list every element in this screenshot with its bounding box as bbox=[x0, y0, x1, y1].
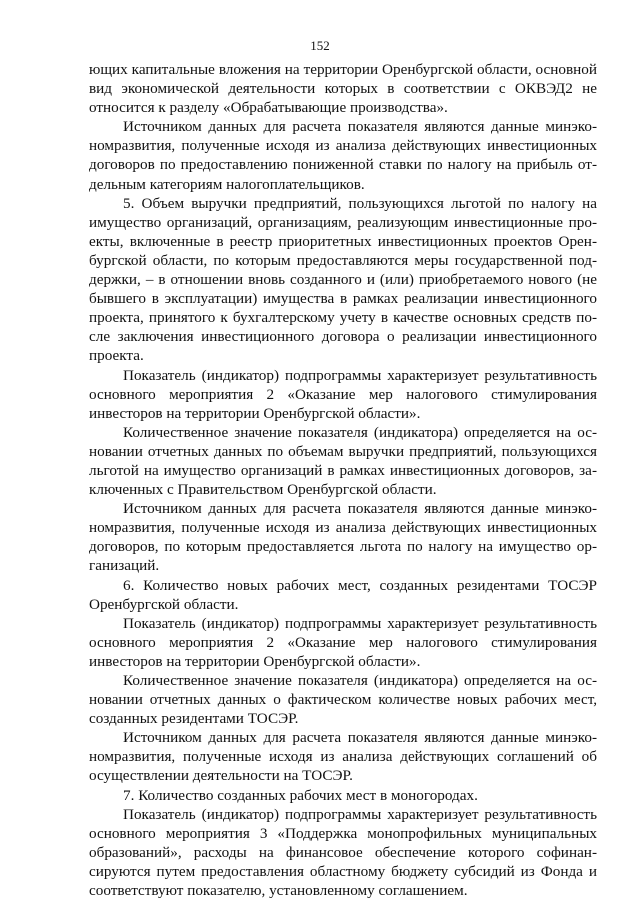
paragraph: Показатель (индикатор) подпрограммы характеризует результативность основного мероприятия 3 «Поддержка монопрофильных муниципальных образований», расходы на финансовое обеспечение которого софинансируются путем предоставления областному бюджету субсидий из Фонда и соответствуют показателю, установленному соглашением. bbox=[89, 805, 597, 900]
page-number: 152 bbox=[310, 38, 330, 53]
paragraph: Количественное значение показателя (индикатора) определяется на основании отчетных данных о фактическом количестве новых рабочих мест, созданных резидентами ТОСЭР. bbox=[89, 672, 597, 728]
paragraph: Источником данных для расчета показателя являются данные минэкономразвития, полученные исходя из анализа действующих инвестиционных договоров, по которым предоставляется льгота по налогу на имущество организаций. bbox=[89, 500, 597, 575]
document-body bbox=[89, 60, 597, 900]
paragraph: Показатель (индикатор) подпрограммы характеризует результативность основного мероприятия 2 «Оказание мер налогового стимулирования инвесторов на территории Оренбургской области». bbox=[89, 366, 597, 422]
paragraph: Показатель (индикатор) подпрограммы характеризует результативность основного мероприятия 2 «Оказание мер налогового стимулирования инвесторов на территории Оренбургской области». bbox=[89, 614, 597, 670]
paragraph: 6. Количество новых рабочих мест, созданных резидентами ТОСЭР Оренбургской области. bbox=[89, 576, 597, 613]
paragraph: Источником данных для расчета показателя являются данные минэкономразвития, полученные исходя из анализа действующих соглашений об осуществлении деятельности на ТОСЭР. bbox=[89, 729, 597, 785]
paragraph: Источником данных для расчета показателя являются данные минэкономразвития, полученные исходя из анализа действующих инвестиционных договоров по предоставлению пониженной ставки по налогу на прибыль отдельным категориям налогоплательщиков. bbox=[89, 118, 597, 193]
paragraph: ющих капитальные вложения на территории Оренбургской области, основной вид экономической деятельности которых в соответствии с ОКВЭД2 не относится к разделу «Обрабатывающие производства». bbox=[89, 61, 597, 117]
paragraph: 5. Объем выручки предприятий, пользующихся льготой по налогу на имущество организаций, организациям, реализующим инвестиционные проекты, включенные в реестр приоритетных инвестиционных проектов Оренбургской области, по которым предоставляются меры государственной поддержки, – в отношении вновь созданного и (или) приобретаемого нового (не бывшего в эксплуатации) имущества в рамках реализации инвестиционного проекта, принятого к бухгалтерскому учету в качестве основных средств после заключения инвестиционного договора о реализации инвестиционного проекта. bbox=[89, 194, 597, 365]
paragraph: 7. Количество созданных рабочих мест в моногородах. bbox=[123, 786, 478, 804]
paragraph: Количественное значение показателя (индикатора) определяется на основании отчетных данных по объемам выручки предприятий, пользующихся льготой на имущество организаций в рамках инвестиционных договоров, заключенных с Правительством Оренбургской области. bbox=[89, 423, 597, 499]
